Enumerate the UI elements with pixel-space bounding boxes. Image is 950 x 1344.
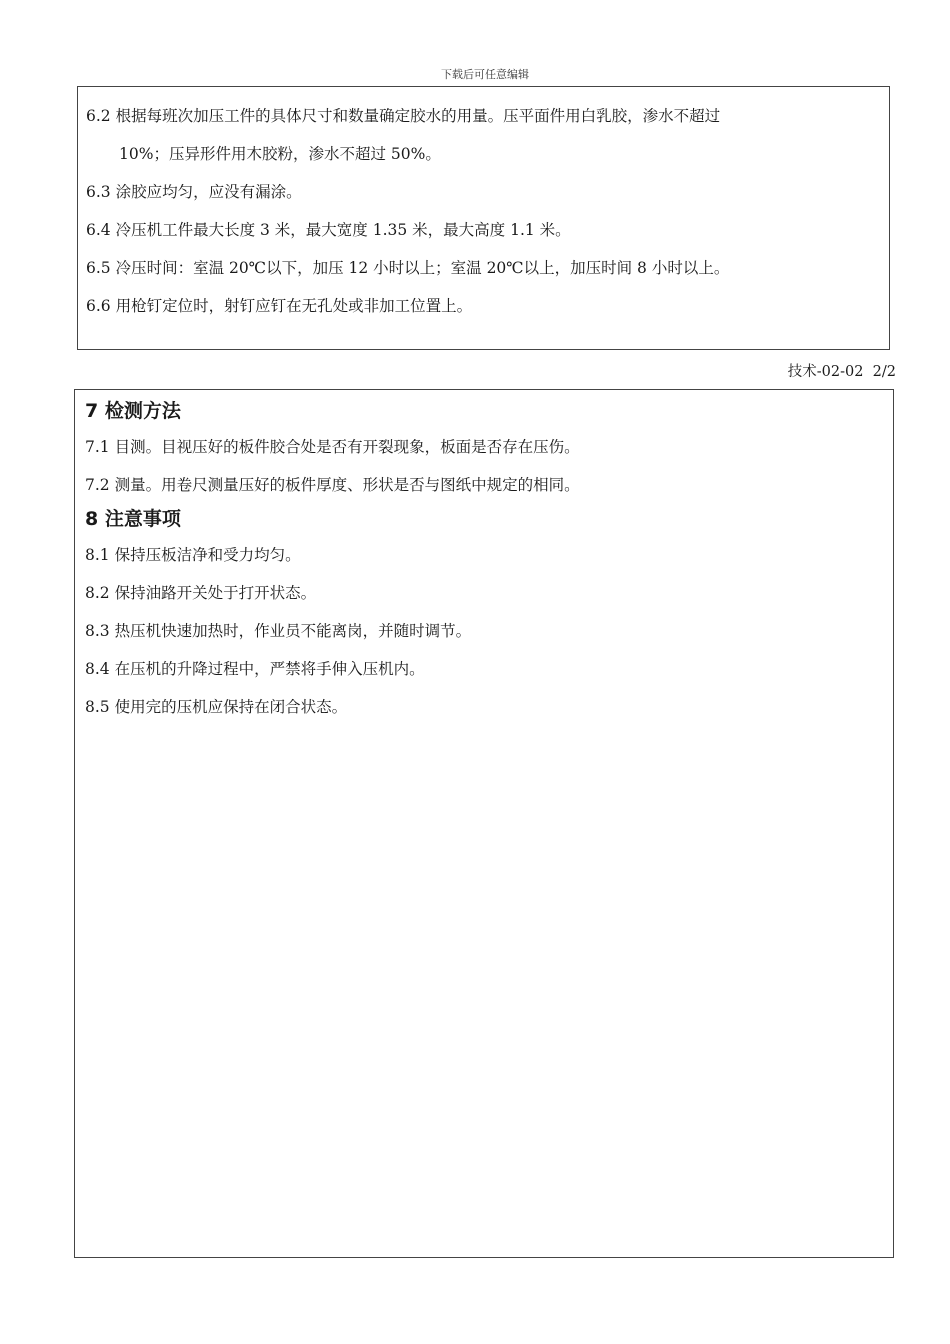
paragraph-6-2-continued: 10%；压异形件用木胶粉，渗水不超过 50%。 (119, 145, 441, 163)
paragraph-6-4: 6.4 冷压机工件最大长度 3 米，最大宽度 1.35 米，最大高度 1.1 米。 (86, 221, 571, 239)
item-8-1: 8.1 保持压板洁净和受力均匀。 (85, 546, 301, 564)
paragraph-6-2: 6.2 根据每班次加压工件的具体尺寸和数量确定胶水的用量。压平面件用白乳胶，渗水不超过 (86, 107, 721, 125)
item-8-4: 8.4 在压机的升降过程中，严禁将手伸入压机内。 (85, 660, 425, 678)
document-code: 技术-02-02 2/2 (787, 364, 896, 380)
header-note: 下载后可任意编辑 (441, 68, 529, 81)
sections-7-8-box (74, 389, 894, 1258)
item-7-2: 7.2 测量。用卷尺测量压好的板件厚度、形状是否与图纸中规定的相同。 (85, 476, 580, 494)
item-8-3: 8.3 热压机快速加热时，作业员不能离岗，并随时调节。 (85, 622, 472, 640)
item-7-1: 7.1 目测。目视压好的板件胶合处是否有开裂现象，板面是否存在压伤。 (85, 438, 580, 456)
section-heading-precautions: 8 注意事项 (85, 508, 181, 530)
paragraph-6-6: 6.6 用枪钉定位时，射钉应钉在无孔处或非加工位置上。 (86, 297, 473, 315)
section-6-continuation-box (77, 86, 890, 350)
item-8-2: 8.2 保持油路开关处于打开状态。 (85, 584, 317, 602)
section-heading-inspection-methods: 7 检测方法 (85, 400, 181, 422)
paragraph-6-5: 6.5 冷压时间：室温 20℃以下，加压 12 小时以上；室温 20℃以上，加压时间 8 小时以上。 (86, 259, 730, 277)
paragraph-6-3: 6.3 涂胶应均匀，应没有漏涂。 (86, 183, 302, 201)
item-8-5: 8.5 使用完的压机应保持在闭合状态。 (85, 698, 348, 716)
